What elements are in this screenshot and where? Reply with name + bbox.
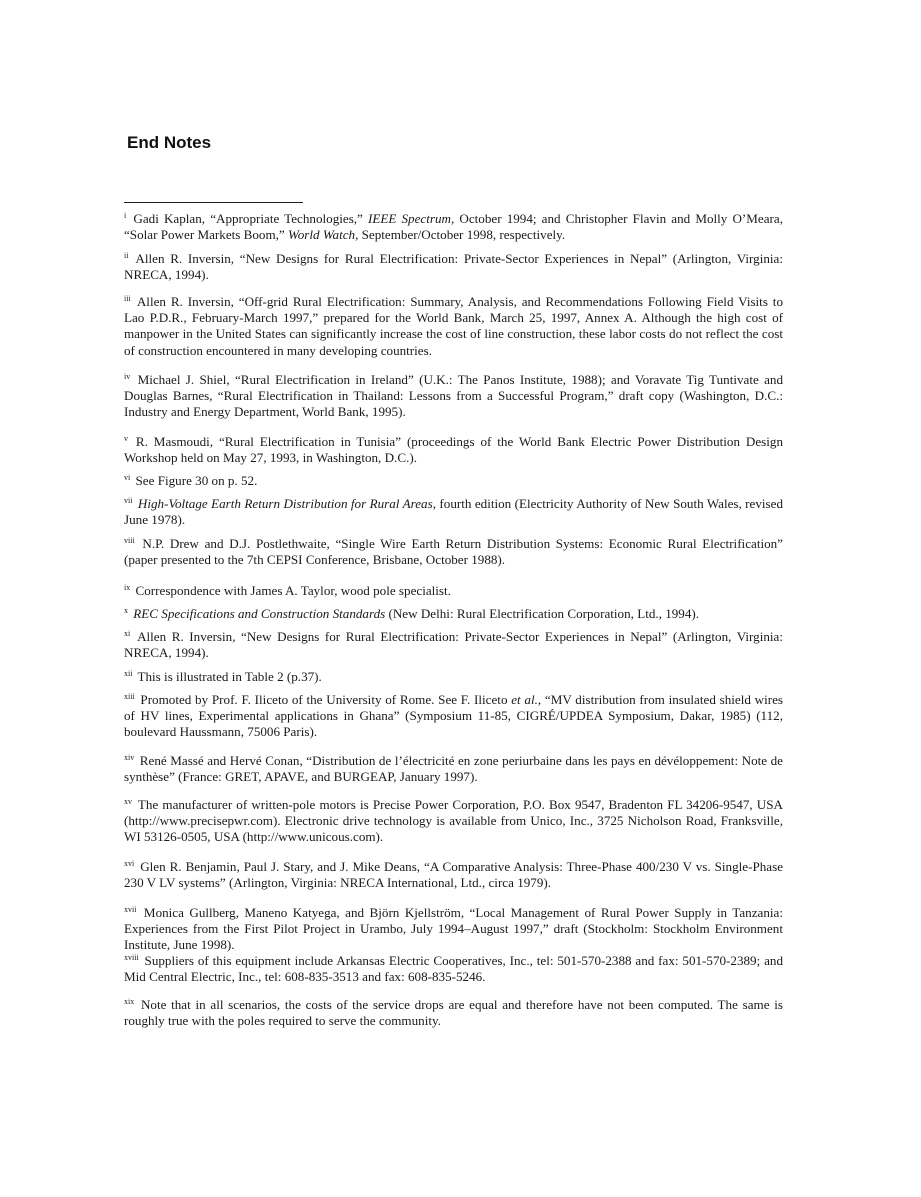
endnote [124, 434, 783, 466]
page-title: End Notes [127, 133, 212, 152]
endnote-marker: viii [124, 536, 135, 545]
endnote-italic-text: et al., [511, 692, 542, 707]
endnote-text: Suppliers of this equipment include Arkansas Electric Cooperatives, Inc., tel: 501-570-2388 and fax: 501-570-2389; and Mid Central Electric, Inc., tel: 608-835-3513 and fax: 608-835-5246. [124, 953, 783, 985]
endnote-marker: ix [124, 583, 131, 592]
endnote [124, 905, 783, 954]
endnote-text: This is illustrated in Table 2 (p.37). [137, 669, 322, 684]
endnote [124, 536, 783, 568]
endnote [124, 606, 783, 622]
endnote-marker: ii [124, 251, 129, 260]
endnote [124, 251, 783, 283]
endnote-text: Gadi Kaplan, “Appropriate Technologies,” [133, 211, 369, 226]
endnote-marker: xviii [124, 953, 139, 962]
endnote-marker: xvii [124, 905, 137, 914]
endnote-text: Allen R. Inversin, “New Designs for Rural Electrification: Private-Sector Experiences in Nepal” (Arlington, Virginia: NRECA, 1994). [124, 629, 783, 661]
endnote-marker: xiv [124, 753, 135, 762]
endnote [124, 692, 783, 741]
endnote-italic-text: REC Specifications and Construction Standards [133, 606, 386, 621]
endnote-text: Allen R. Inversin, “New Designs for Rural Electrification: Private-Sector Experiences in Nepal” (Arlington, Virginia: NRECA, 1994). [124, 251, 783, 283]
endnote-text: Correspondence with James A. Taylor, wood pole specialist. [135, 583, 451, 598]
endnote-text: Allen R. Inversin, “Off-grid Rural Electrification: Summary, Analysis, and Recommendations Following Field Visits to Lao P.D.R., February-March 1997,” prepared for the World Bank, March 25, 1997, Annex A. Although the high cost of manpower in the United States can significantly increase the cost of line construction, these labor costs do not reflect the cost of construction encountered in many developing countries. [124, 294, 783, 358]
endnote-marker: xii [124, 669, 133, 678]
endnote [124, 372, 783, 421]
endnote [124, 583, 783, 599]
endnote-text: Note that in all scenarios, the costs of the service drops are equal and therefore have not been computed. The same is roughly true with the poles required to serve the community. [124, 997, 783, 1029]
endnote-marker: vi [124, 473, 131, 482]
endnote-italic-text: High-Voltage Earth Return Distribution for Rural Areas, [137, 496, 436, 511]
endnote-text: fourth edition (Electricity Authority of New South Wales, revised June 1978). [124, 496, 783, 528]
endnote [124, 997, 783, 1029]
endnote-marker: iii [124, 294, 131, 303]
endnote [124, 496, 783, 528]
endnote-marker: vii [124, 496, 133, 505]
endnote-marker: v [124, 434, 128, 443]
endnote [124, 473, 783, 489]
endnote [124, 753, 783, 785]
endnote-marker: xv [124, 797, 132, 806]
endnote [124, 953, 783, 985]
endnote-text: September/October 1998, respectively. [358, 227, 566, 243]
endnote-marker: i [124, 211, 127, 220]
endnote-italic-text: IEEE Spectrum, [368, 211, 455, 226]
endnote-text: R. Masmoudi, “Rural Electrification in Tunisia” (proceedings of the World Bank Electric Power Distribution Design Workshop held on May 27, 1993, in Washington, D.C.). [124, 434, 783, 466]
endnote [124, 669, 783, 685]
endnote-text: “MV distribution from insulated shield wires of HV lines, Experimental applications in Ghana” (Symposium 11-85, CIGRÉ/UPDEA Symposium, Dakar, 1985) (112, boulevard Haussmann, 75006 Paris). [124, 692, 783, 740]
endnote [124, 294, 783, 359]
endnote-text: Michael J. Shiel, “Rural Electrification in Ireland” (U.K.: The Panos Institute, 1988); and Voravate Tig Tuntivate and Douglas Barnes, “Rural Electrification in Thailand: Lessons from a Successful Program,” draft copy (Washington, D.C.: Industry and Energy Department, World Bank, 1995). [124, 372, 783, 420]
endnote-text: Promoted by Prof. F. Iliceto of the University of Rome. See F. Iliceto [140, 692, 512, 707]
endnote-marker: xiii [124, 692, 135, 701]
endnote-marker: x [124, 606, 128, 615]
endnote-text: (New Delhi: Rural Electrification Corporation, Ltd., 1994). [385, 606, 700, 621]
endnote-text: October 1994; and Christopher Flavin and Molly O’Meara, “Solar Power Markets Boom,” [124, 211, 783, 243]
endnote [124, 211, 783, 243]
endnote-text: The manufacturer of written-pole motors is Precise Power Corporation, P.O. Box 9547, Bradenton FL 34206-9547, USA (http://www.precisepwr.com). Electronic drive technology is available from Unico, Inc., 3725 Nicholson Road, Franksville, WI 53126-0505, USA (http://www.unicous.com). [124, 797, 784, 845]
endnote-text: Monica Gullberg, Maneno Katyega, and Björn Kjellström, “Local Management of Rural Power Supply in Tanzania: Experiences from the First Pilot Project in Urambo, July 1994–August 1997,” draft (Stockholm: Stockholm Environment Institute, June 1998). [124, 905, 783, 953]
endnote [124, 859, 783, 891]
endnote-text: See Figure 30 on p. 52. [135, 473, 258, 488]
endnote [124, 797, 783, 846]
endnote-marker: iv [124, 372, 131, 381]
endnote-marker: xi [124, 629, 131, 638]
endnote-italic-text: World Watch, [288, 227, 359, 243]
endnote-text: René Massé and Hervé Conan, “Distribution de l’électricité en zone periurbaine dans les pays en dévéloppement: Note de synthèse” (France: GRET, APAVE, and BURGEAP, January 1997). [124, 753, 783, 785]
footnote-separator [124, 202, 303, 203]
endnote [124, 629, 783, 661]
endnote-marker: xix [124, 997, 135, 1006]
endnote-marker: xvi [124, 859, 135, 868]
endnote-text: Glen R. Benjamin, Paul J. Stary, and J. Mike Deans, “A Comparative Analysis: Three-Phase 400/230 V vs. Single-Phase 230 V LV systems” (Arlington, Virginia: NRECA International, Ltd., circa 1979). [124, 859, 784, 891]
endnote-text: N.P. Drew and D.J. Postlethwaite, “Single Wire Earth Return Distribution Systems: Economic Rural Electrification” (paper presented to the 7th CEPSI Conference, Brisbane, October 1988). [124, 536, 783, 568]
